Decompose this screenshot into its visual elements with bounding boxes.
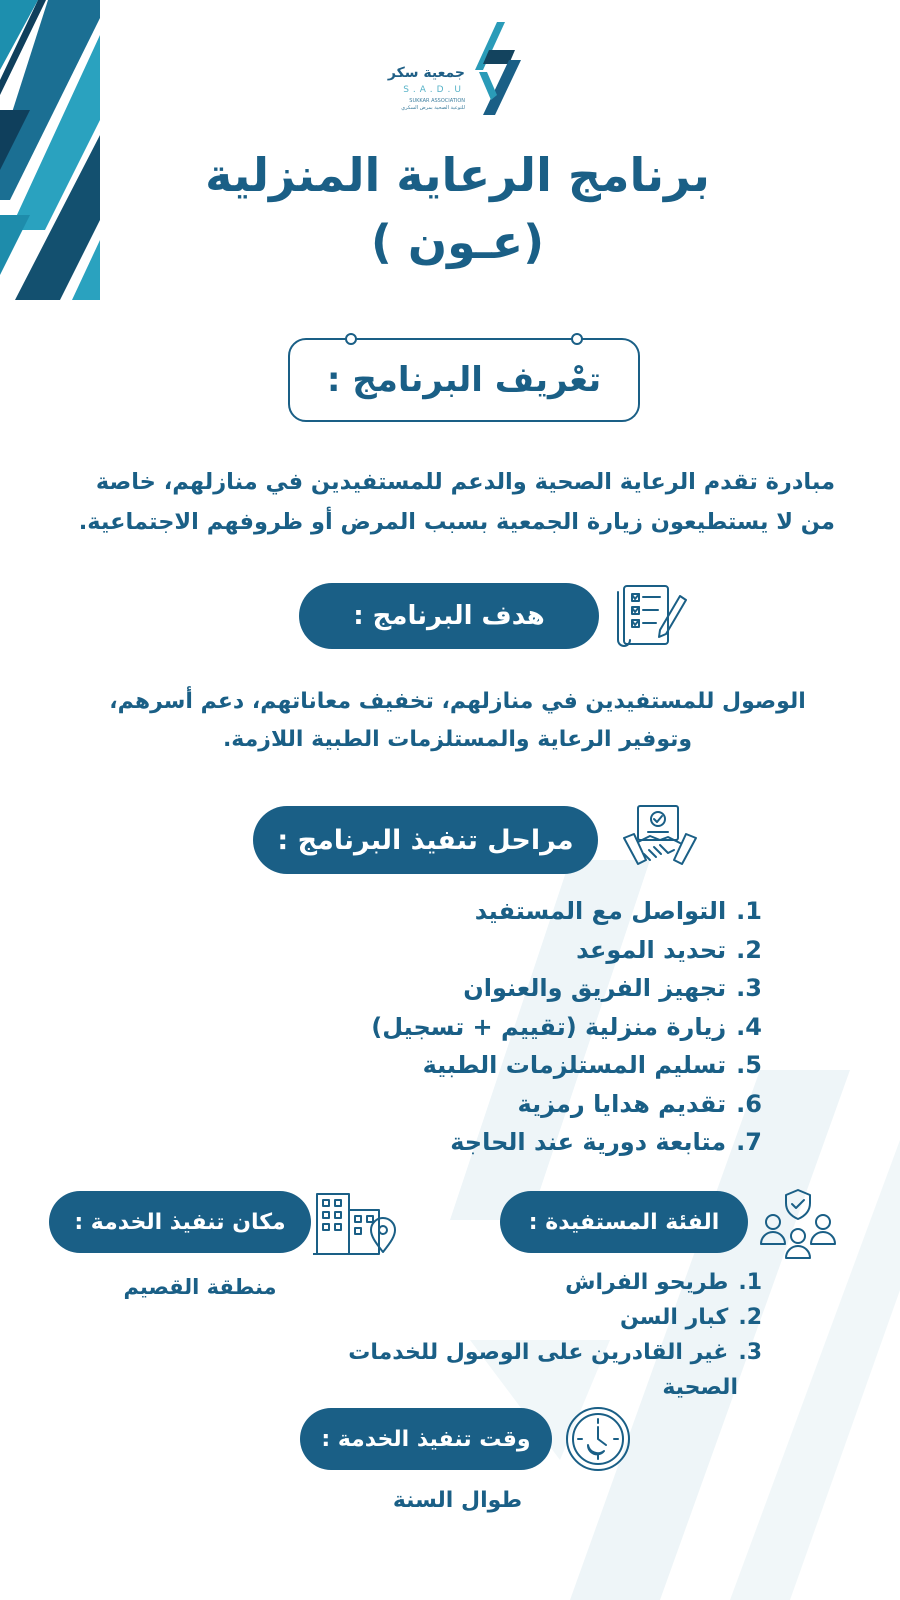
logo-name-ar: جمعية سكر <box>387 65 465 81</box>
list-item: 5.تسليم المستلزمات الطبية <box>422 1051 762 1079</box>
list-item: 1.التواصل مع المستفيد <box>474 897 762 925</box>
goal-line-1: الوصول للمستفيدين في منازلهم، تخفيف معاناتهم، دعم أسرهم، <box>109 689 806 714</box>
place-heading <box>49 1191 311 1253</box>
logo-name-en: S.A.D.U <box>403 85 465 95</box>
list-item: 2.كبار السن <box>619 1305 762 1330</box>
stages-list <box>371 892 762 1162</box>
buildings-location-icon <box>313 1190 403 1256</box>
list-item: 3.تجهيز الفريق والعنوان <box>463 974 762 1002</box>
target-heading-label: الفئة المستفيدة : <box>528 1209 720 1235</box>
place-heading-label: مكان تنفيذ الخدمة : <box>74 1209 286 1235</box>
target-list <box>348 1265 762 1405</box>
page-title: برنامج الرعاية المنزلية <box>205 148 710 202</box>
goal-heading <box>299 583 599 649</box>
logo-mark-icon <box>465 20 525 115</box>
definition-line-2: من لا يستطيعون زيارة الجمعية بسبب المرض أو ظروفهم الاجتماعية. <box>78 509 835 535</box>
people-group-icon <box>757 1186 839 1262</box>
target-heading <box>500 1191 748 1253</box>
goal-heading-label: هدف البرنامج : <box>353 601 545 631</box>
definition-line-1: مبادرة تقدم الرعاية الصحية والدعم للمستفيدين في منازلهم، خاصة <box>95 469 835 495</box>
clock-icon <box>564 1405 632 1473</box>
time-heading-label: وقت تنفيذ الخدمة : <box>321 1426 531 1452</box>
time-heading <box>300 1408 552 1470</box>
logo-subtitle-ar: للتوعية الصحية بمرض السكري <box>401 105 465 111</box>
list-item: 1.طريحو الفراش <box>565 1270 762 1295</box>
checklist-icon <box>612 578 692 650</box>
handshake-icon <box>620 802 700 878</box>
logo-subtitle-en: SUKKAR ASSOCIATION <box>409 98 465 104</box>
stages-heading <box>253 806 598 874</box>
list-item: 7.متابعة دورية عند الحاجة <box>450 1128 762 1156</box>
stages-heading-label: مراحل تنفيذ البرنامج : <box>277 824 574 856</box>
list-item: 6.تقديم هدايا رمزية <box>517 1089 762 1118</box>
goal-line-2: وتوفير الرعاية والمستلزمات الطبية اللازمة. <box>222 727 693 752</box>
definition-heading: تعْريف البرنامج : <box>326 360 602 400</box>
logo <box>387 20 535 120</box>
list-item: 2.تحديد الموعد <box>576 935 762 964</box>
program-name: (عـون ) <box>370 215 545 269</box>
list-item-continuation: الصحية <box>662 1375 738 1400</box>
place-value: منطقة القصيم <box>123 1275 277 1299</box>
list-item: 3.غير القادرين على الوصول للخدمات <box>348 1340 762 1365</box>
list-item: 4.زيارة منزلية (تقييم + تسجيل) <box>371 1012 762 1041</box>
time-value: طوال السنة <box>392 1488 523 1513</box>
